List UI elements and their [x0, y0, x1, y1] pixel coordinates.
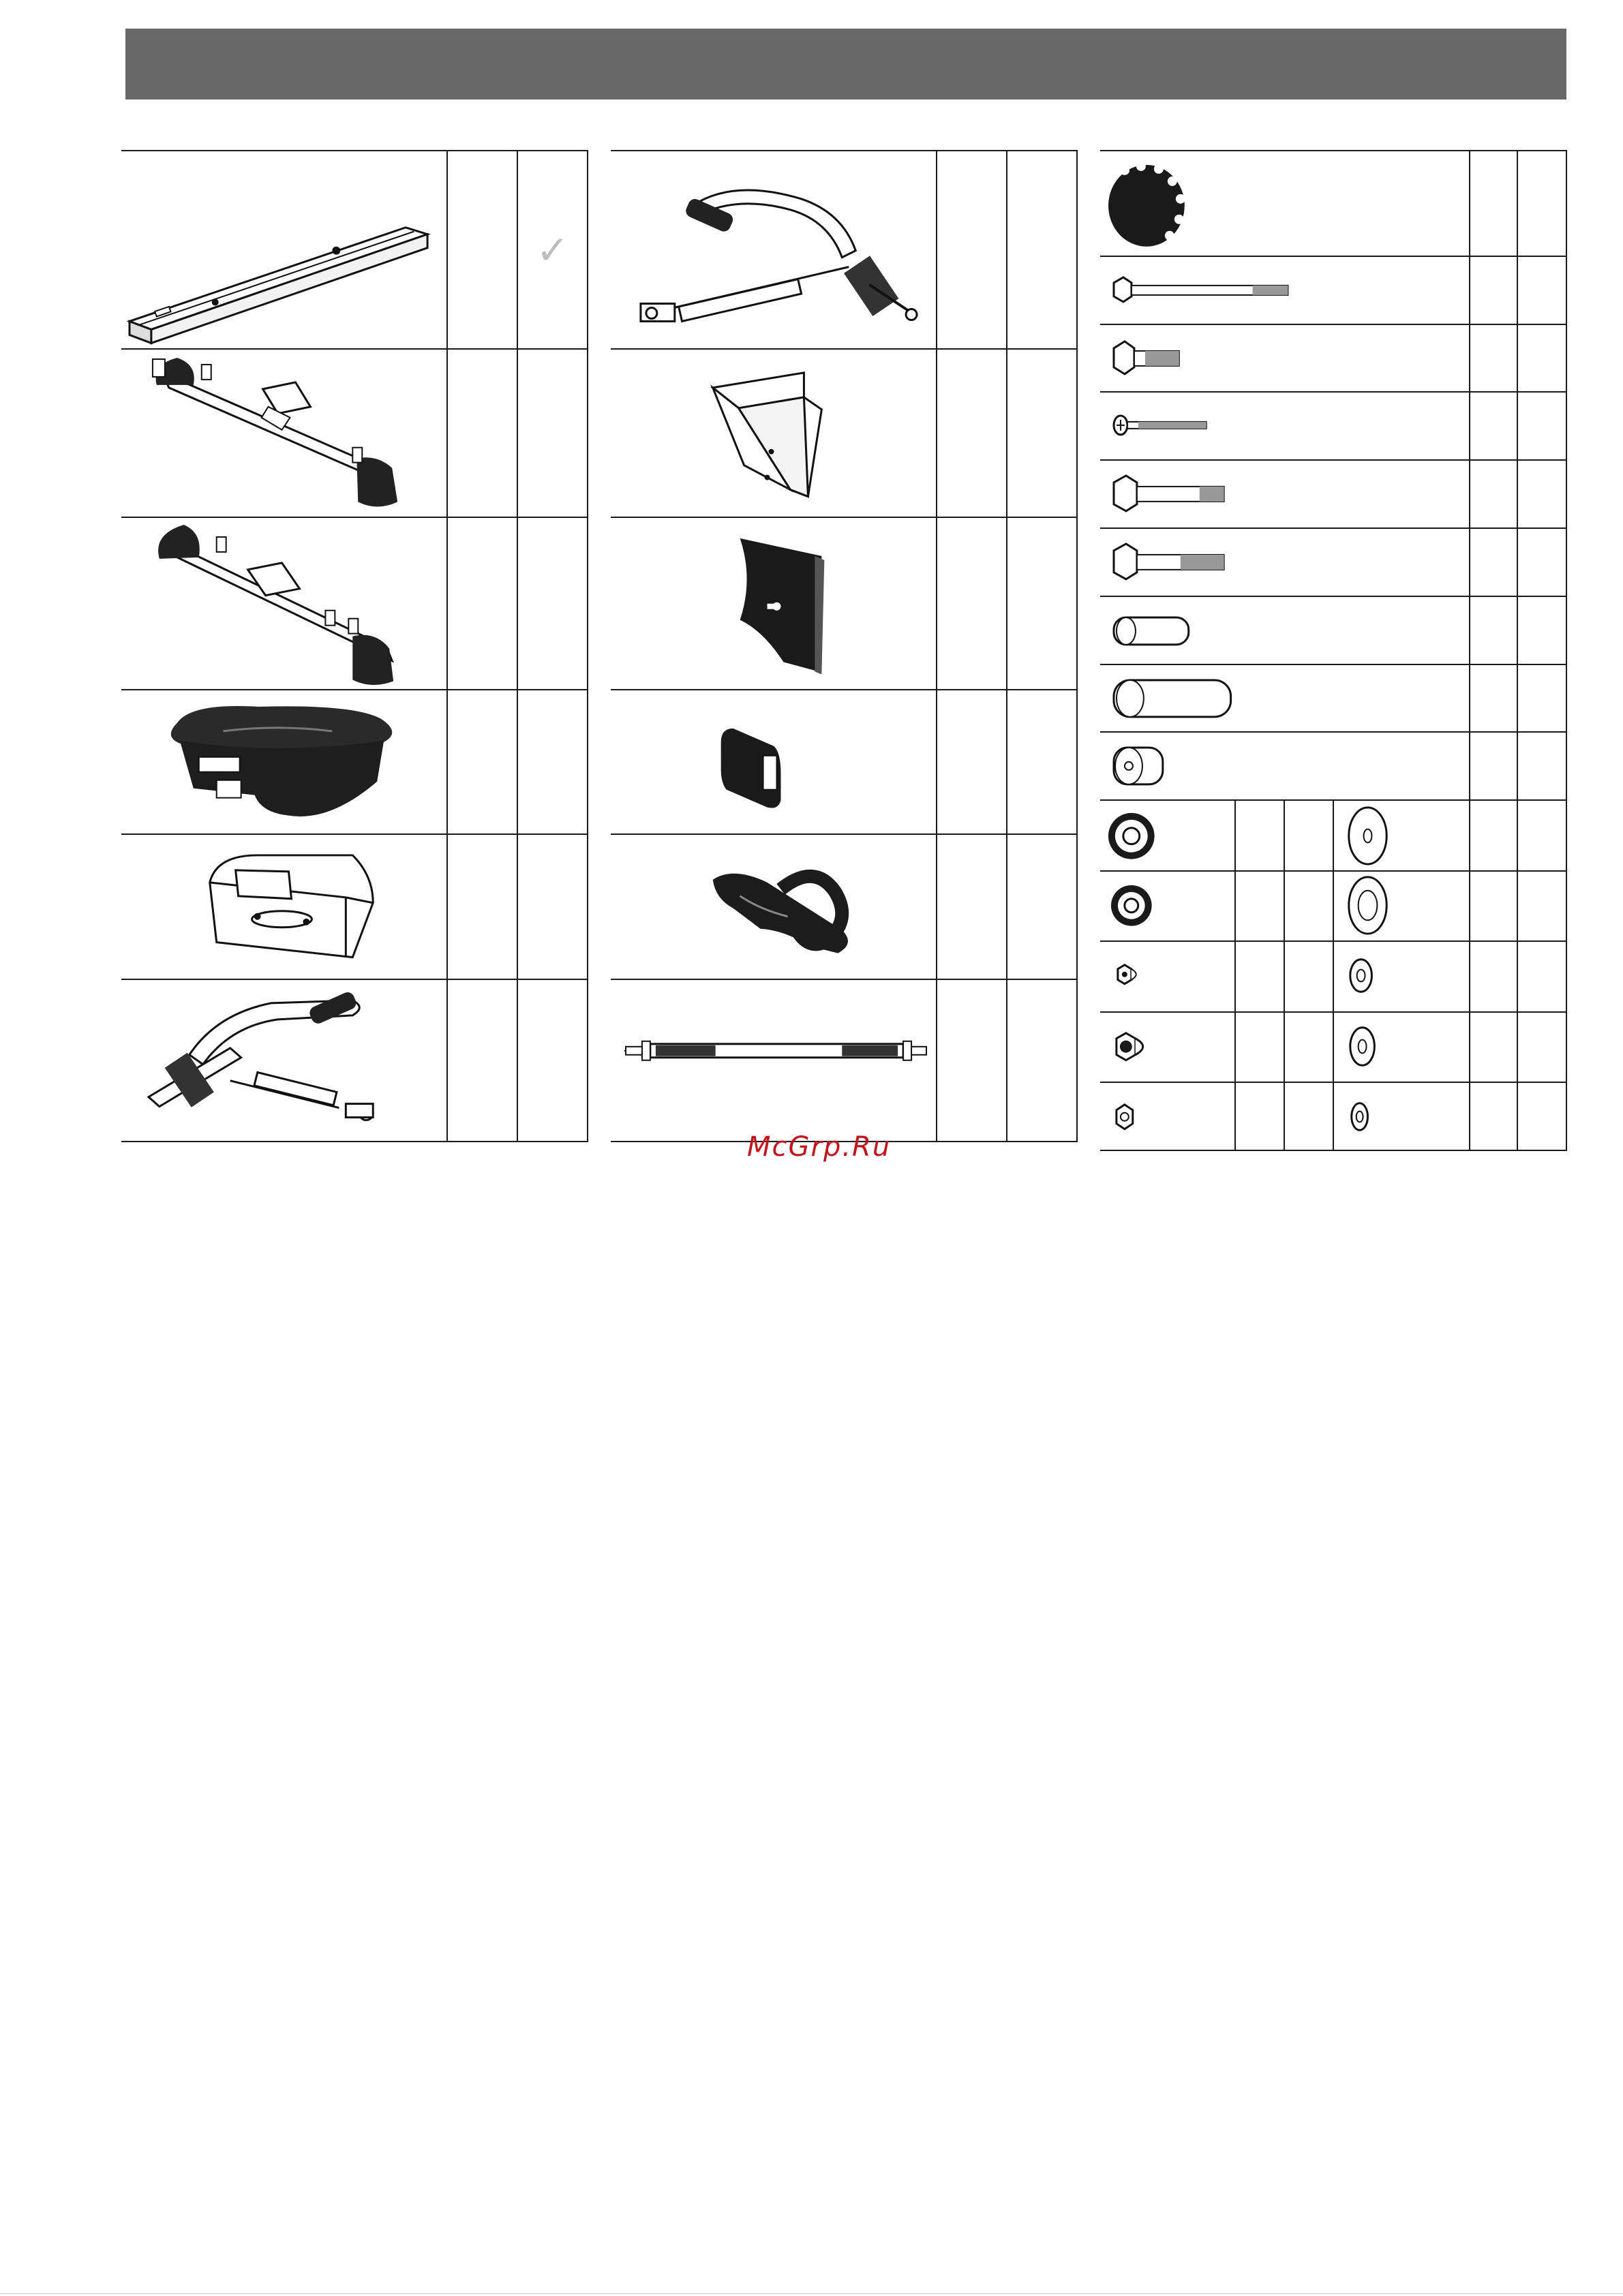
- check-cell: [1284, 800, 1333, 870]
- check-cell: [517, 979, 588, 1142]
- part-image-cell: [1100, 392, 1470, 460]
- foot-strap-pedal-icon: [611, 835, 936, 979]
- rear-crossbar-icon: [121, 518, 446, 689]
- part-image-cell: [1100, 256, 1470, 324]
- quantity-cell: [1470, 324, 1517, 393]
- part-image-cell: [611, 690, 937, 834]
- quantity-cell: [447, 517, 517, 690]
- part-image-cell: [1333, 800, 1470, 870]
- quantity-cell: [1235, 1082, 1284, 1150]
- part-image-cell: [611, 834, 937, 980]
- check-cell: [517, 349, 588, 517]
- part-image-cell: [1100, 941, 1235, 1011]
- check-cell: [1517, 596, 1566, 664]
- table-row: [611, 151, 1077, 349]
- quantity-cell: [447, 151, 517, 349]
- hardware-table: [1100, 150, 1567, 1151]
- quantity-cell: [1470, 392, 1517, 460]
- knob-icon: [1100, 151, 1469, 256]
- quantity-cell: [937, 979, 1007, 1142]
- check-cell: [1517, 800, 1566, 870]
- quantity-cell: [1235, 941, 1284, 1011]
- table-row: [611, 690, 1077, 834]
- part-image-cell: [121, 349, 447, 517]
- table-row: [1100, 871, 1566, 941]
- quantity-cell: [1470, 732, 1517, 800]
- quantity-cell: [1470, 1012, 1517, 1082]
- check-cell: [1284, 941, 1333, 1011]
- quantity-cell: [1470, 460, 1517, 528]
- short-spacer-icon: [1100, 597, 1469, 664]
- check-cell: [517, 151, 588, 349]
- short-hex-bolt-icon: [1100, 325, 1469, 392]
- table-row: [1100, 392, 1566, 460]
- part-image-cell: [1100, 596, 1470, 664]
- part-image-cell: [611, 349, 937, 517]
- part-image-cell: [1100, 1012, 1235, 1082]
- part-image-cell: [1333, 1012, 1470, 1082]
- quantity-cell: [1470, 664, 1517, 733]
- part-image-cell: [121, 517, 447, 690]
- medium-hex-bolt-icon: [1100, 461, 1469, 527]
- seat-cushion-icon: [121, 690, 446, 833]
- partial-thread-bolt-icon: [1100, 529, 1469, 596]
- table-row: [611, 349, 1077, 517]
- check-cell: [1007, 834, 1077, 980]
- part-image-cell: [1100, 1082, 1235, 1150]
- quantity-cell: [447, 834, 517, 980]
- check-cell: [1517, 941, 1566, 1011]
- quantity-cell: [1470, 871, 1517, 941]
- part-image-cell: [611, 151, 937, 349]
- part-image-cell: [1100, 800, 1235, 870]
- quantity-cell: [1235, 871, 1284, 941]
- part-image-cell: [1100, 528, 1470, 596]
- part-image-cell: [1333, 871, 1470, 941]
- nylon-lock-nut-icon: [1100, 801, 1234, 870]
- quantity-cell: [1470, 596, 1517, 664]
- table-row: [121, 151, 588, 349]
- quantity-cell: [1235, 800, 1284, 870]
- rail-icon: [121, 151, 446, 348]
- parts-table-b: [611, 150, 1078, 1142]
- check-mark-icon: ✓: [536, 226, 569, 273]
- check-cell: [1517, 1082, 1566, 1150]
- header-bar: [125, 29, 1566, 100]
- table-row: [1100, 800, 1566, 870]
- check-cell: [1007, 151, 1077, 349]
- check-cell: [1517, 732, 1566, 800]
- cap-nut-icon: [1100, 1013, 1234, 1082]
- check-cell: [1284, 871, 1333, 941]
- check-cell: [1007, 690, 1077, 834]
- table-row: [121, 834, 588, 980]
- check-cell: [1284, 1012, 1333, 1082]
- quantity-cell: [1470, 528, 1517, 596]
- part-image-cell: [1333, 1082, 1470, 1150]
- check-cell: [1517, 460, 1566, 528]
- quantity-cell: [937, 517, 1007, 690]
- part-image-cell: [121, 690, 447, 834]
- part-image-cell: [1100, 871, 1235, 941]
- part-image-cell: [121, 979, 447, 1142]
- table-row: [1100, 324, 1566, 393]
- lock-nut-icon: [1100, 872, 1234, 940]
- front-crossbar-icon: [121, 350, 446, 516]
- thick-washer-icon: [1100, 733, 1469, 799]
- table-row: [1100, 664, 1566, 733]
- hex-nut-icon: [1100, 1083, 1234, 1150]
- phillips-screw-icon: [1100, 393, 1469, 459]
- check-cell: [1517, 151, 1566, 256]
- quantity-cell: [1235, 1012, 1284, 1082]
- part-image-cell: [121, 151, 447, 349]
- left-handle-arm-icon: [121, 980, 446, 1141]
- table-row: [121, 979, 588, 1142]
- check-cell: [517, 517, 588, 690]
- long-spacer-icon: [1100, 665, 1469, 732]
- table-row: [1100, 151, 1566, 256]
- quantity-cell: [1470, 1082, 1517, 1150]
- tie-rod-icon: [611, 980, 936, 1141]
- check-cell: [1517, 324, 1566, 393]
- side-cover-icon: [611, 518, 936, 689]
- check-cell: [1517, 528, 1566, 596]
- quantity-cell: [1470, 800, 1517, 870]
- table-row: [611, 834, 1077, 980]
- check-cell: [1517, 1012, 1566, 1082]
- console-bracket-icon: [611, 350, 936, 516]
- table-row: [611, 979, 1077, 1142]
- medium-washer-icon: [1334, 1013, 1469, 1082]
- table-row: [1100, 941, 1566, 1011]
- wide-flat-washer-icon: [1334, 872, 1469, 940]
- check-cell: [1517, 392, 1566, 460]
- check-cell: [1284, 1082, 1333, 1150]
- part-image-cell: [1333, 941, 1470, 1011]
- large-flat-washer-icon: [1334, 801, 1469, 870]
- small-cap-nut-icon: [1100, 942, 1234, 1011]
- part-image-cell: [121, 834, 447, 980]
- check-cell: [1007, 979, 1077, 1142]
- part-image-cell: [611, 517, 937, 690]
- console-housing-icon: [121, 835, 446, 979]
- watermark[interactable]: McGrp.Ru: [747, 1131, 892, 1163]
- part-image-cell: [1100, 732, 1470, 800]
- check-cell: [517, 834, 588, 980]
- quantity-cell: [447, 349, 517, 517]
- table-row: [121, 517, 588, 690]
- table-row: [1100, 528, 1566, 596]
- check-cell: [1007, 517, 1077, 690]
- table-row: [1100, 256, 1566, 324]
- part-image-cell: [1100, 324, 1470, 393]
- check-cell: [1517, 664, 1566, 733]
- quantity-cell: [447, 979, 517, 1142]
- part-image-cell: [1100, 664, 1470, 733]
- part-image-cell: [1100, 460, 1470, 528]
- right-handle-arm-icon: [611, 151, 936, 348]
- quantity-cell: [1470, 941, 1517, 1011]
- long-hex-bolt-icon: [1100, 257, 1469, 324]
- check-cell: [1007, 349, 1077, 517]
- page-bottom-divider: [0, 2293, 1623, 2294]
- quantity-cell: [1470, 151, 1517, 256]
- quantity-cell: [937, 834, 1007, 980]
- check-cell: [1517, 871, 1566, 941]
- quantity-cell: [447, 690, 517, 834]
- quantity-cell: [937, 349, 1007, 517]
- parts-table-a: [121, 150, 588, 1142]
- table-row: [121, 349, 588, 517]
- table-row: [121, 690, 588, 834]
- tiny-washer-icon: [1334, 1083, 1469, 1149]
- table-row: [1100, 596, 1566, 664]
- part-image-cell: [1100, 151, 1470, 256]
- quantity-cell: [937, 690, 1007, 834]
- small-washer-icon: [1334, 942, 1469, 1011]
- check-cell: [1517, 256, 1566, 324]
- end-cap-icon: [611, 690, 936, 833]
- quantity-cell: [1470, 256, 1517, 324]
- table-row: [1100, 1012, 1566, 1082]
- table-row: [1100, 732, 1566, 800]
- table-row: [1100, 1082, 1566, 1150]
- table-row: [1100, 460, 1566, 528]
- part-image-cell: [611, 979, 937, 1142]
- table-row: [611, 517, 1077, 690]
- quantity-cell: [937, 151, 1007, 349]
- check-cell: [517, 690, 588, 834]
